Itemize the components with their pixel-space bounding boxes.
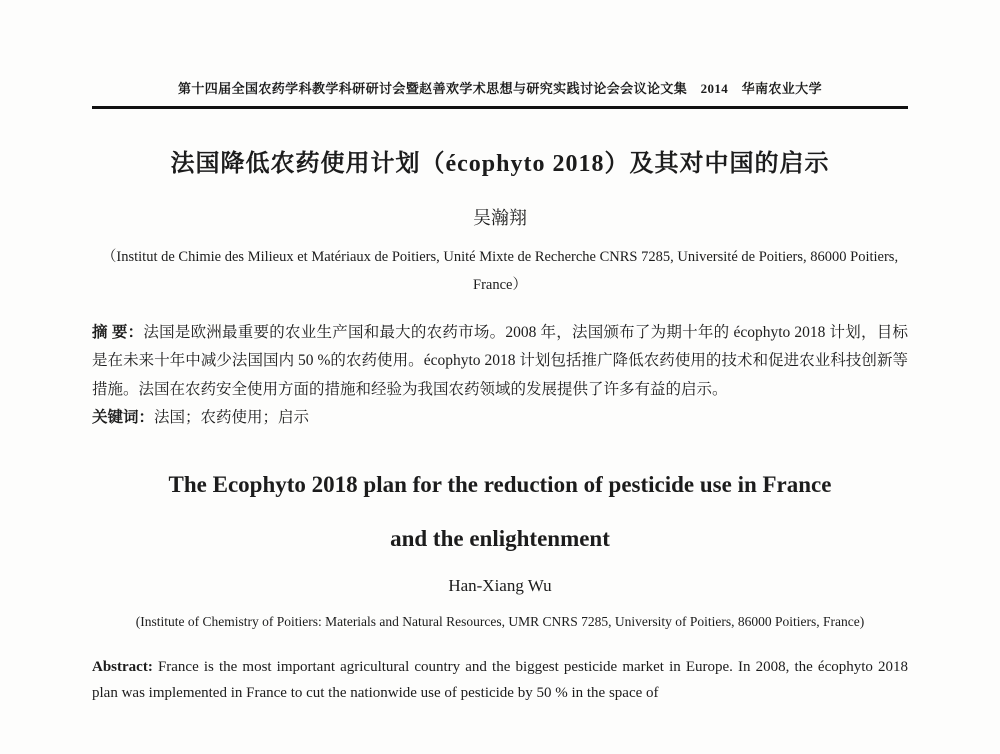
abstract-label-english: Abstract: (92, 658, 153, 675)
abstract-chinese (92, 319, 908, 404)
conference-proceedings-header: 第十四届全国农药学科教学科研研讨会暨赵善欢学术思想与研究实践讨论会会议论文集 2014 华南农业大学 (177, 81, 822, 96)
keywords-label-chinese: 关键词： (92, 408, 155, 426)
keywords-chinese (92, 404, 908, 432)
abstract-english (92, 655, 908, 707)
paper-title-english-line2: and the enlightenment (390, 525, 610, 551)
paper-title-english-line1: The Ecophyto 2018 plan for the reduction of pesticide use in France (168, 471, 832, 497)
keywords-text-chinese: 法国；农药使用；启示 (154, 408, 310, 426)
paper-title-english (92, 458, 908, 566)
affiliation-english: (Institute of Chemistry of Poitiers: Materials and Natural Resources, UMR CNRS 7285, University of Poitiers, 86000 Poitiers, France) (135, 614, 865, 629)
abstract-text-english: France is the most important agricultural country and the biggest pesticide market in Europe. In 2008, the écophyto 2018 plan was implemented in France to cut the nationwide use of pesticide by 50 % in the space of (92, 658, 908, 701)
author-name-chinese: 吴瀚翔 (473, 208, 527, 228)
abstract-text-chinese: 法国是欧洲最重要的农业生产国和最大的农药市场。2008 年，法国颁布了为期十年的 écophyto 2018 计划，目标是在未来十年中减少法国国内 50 %的农药使用。écophyto 2018 计划包括推广降低农药使用的技术和促进农业科技创新等措施。法国在农药安全使用方面的措施和经验为我国农药领域的发展提供了许多有益的启示。 (92, 324, 908, 398)
abstract-label-chinese: 摘 要： (92, 324, 144, 342)
header-rule (92, 106, 908, 109)
paper-title-chinese: 法国降低农药使用计划（écophyto 2018）及其对中国的启示 (170, 151, 830, 177)
author-name-english: Han-Xiang Wu (448, 576, 552, 595)
affiliation-chinese: （Institut de Chimie des Milieux et Matériaux de Poitiers, Unité Mixte de Recherche CNRS 7285, Université de Poitiers, 86000 Poitiers, France） (101, 249, 899, 293)
